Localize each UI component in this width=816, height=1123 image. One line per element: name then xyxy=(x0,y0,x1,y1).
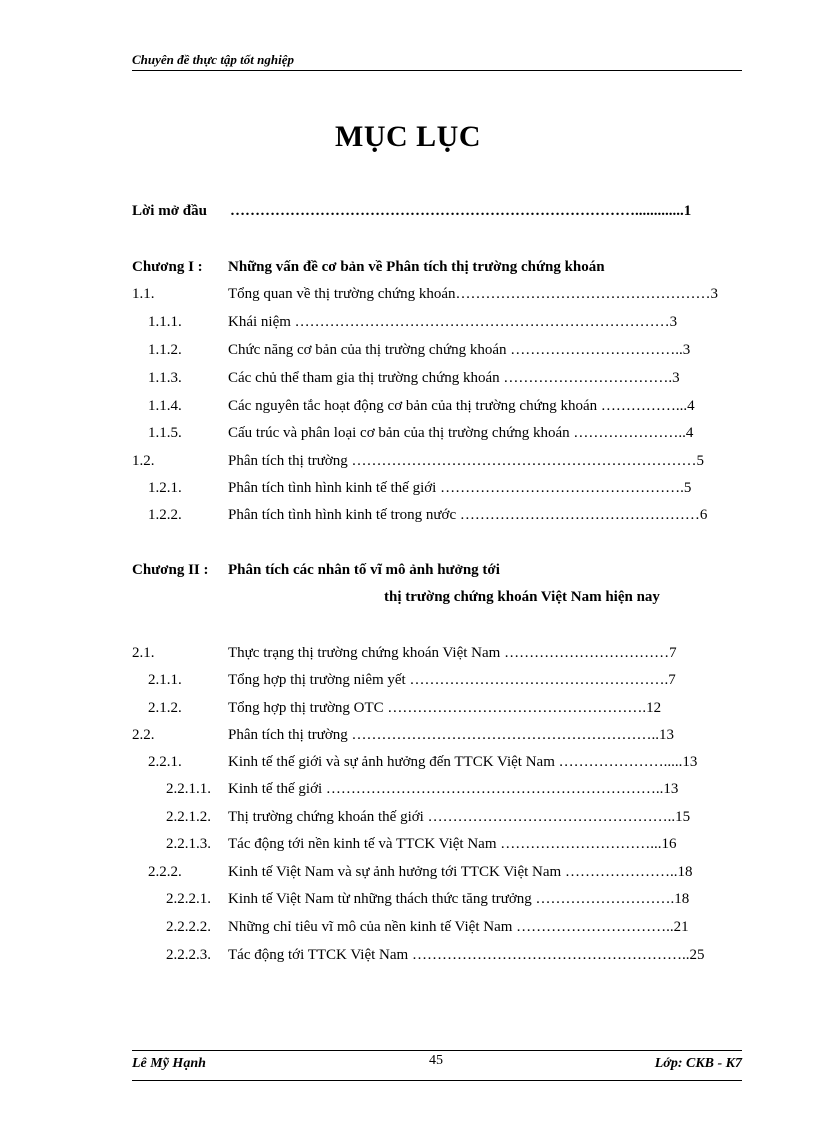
toc-number: 2.2.2.3. xyxy=(166,947,211,963)
toc-text: Phân tích tình hình kinh tế trong nước …………………………………………6 xyxy=(228,507,708,523)
toc-number: 1.1.1. xyxy=(148,314,182,330)
toc-text: Tổng hợp thị trường OTC …………………………………………….12 xyxy=(228,700,662,716)
toc-number: 1.2.2. xyxy=(148,507,182,523)
toc-text: Tác động tới TTCK Việt Nam ………………………………………………..25 xyxy=(228,947,705,963)
toc-text: Cấu trúc và phân loại cơ bản của thị trường chứng khoán …………………..4 xyxy=(228,425,694,441)
toc-text: Các nguyên tắc hoạt động cơ bản của thị trường chứng khoán ……………...4 xyxy=(228,398,695,414)
toc-row xyxy=(0,945,816,965)
toc-row-preface xyxy=(0,201,816,221)
toc-number: 2.2. xyxy=(132,727,155,743)
toc-text: Các chủ thể tham gia thị trường chứng khoán …………………………….3 xyxy=(228,370,680,386)
toc-number: 2.2.2.2. xyxy=(166,919,211,935)
toc-row xyxy=(0,862,816,882)
toc-row xyxy=(0,807,816,827)
toc-row xyxy=(0,368,816,388)
toc-text: Thực trạng thị trường chứng khoán Việt Nam ……………………………7 xyxy=(228,645,677,661)
toc-number: 2.2.2. xyxy=(148,864,182,880)
toc-text: Những vấn đề cơ bản về Phân tích thị trường chứng khoán xyxy=(228,259,605,275)
toc-text: Khái niệm …………………………………………………………………3 xyxy=(228,314,678,330)
toc-row-chapter-2 xyxy=(0,560,816,580)
toc-row xyxy=(0,312,816,332)
page-number: 45 xyxy=(429,1053,443,1068)
toc-number: 2.2.2.1. xyxy=(166,891,211,907)
footer-class: Lớp: CKB - K7 xyxy=(654,1056,742,1071)
toc-row xyxy=(0,423,816,443)
toc-row xyxy=(0,834,816,854)
toc-number: Chương I : xyxy=(132,259,203,275)
toc-number: 1.1.2. xyxy=(148,342,182,358)
toc-text: Kinh tế thế giới …………………………………………………………..13 xyxy=(228,781,679,797)
toc-text: Chức năng cơ bản của thị trường chứng khoán ……………………………..3 xyxy=(228,342,691,358)
toc-number: 1.1.3. xyxy=(148,370,182,386)
toc-row xyxy=(0,725,816,745)
toc-number: 1.1. xyxy=(132,286,155,302)
toc-row xyxy=(0,670,816,690)
toc-number: 1.1.4. xyxy=(148,398,182,414)
toc-text: thị trường chứng khoán Việt Nam hiện nay xyxy=(384,589,660,605)
toc-text: Những chỉ tiêu vĩ mô của nền kinh tế Việt Nam …………………………..21 xyxy=(228,919,689,935)
toc-number: 1.1.5. xyxy=(148,425,182,441)
toc-row xyxy=(0,478,816,498)
toc-row xyxy=(0,284,816,304)
footer-author: Lê Mỹ Hạnh xyxy=(132,1056,206,1071)
footer-divider xyxy=(132,1080,742,1081)
toc-row xyxy=(0,779,816,799)
toc-row-chapter-2-continued xyxy=(0,587,816,607)
toc-text: Thị trường chứng khoán thế giới …………………………………………..15 xyxy=(228,809,691,825)
toc-row xyxy=(0,643,816,663)
toc-row xyxy=(0,340,816,360)
toc-row xyxy=(0,698,816,718)
toc-number: Chương II : xyxy=(132,562,209,578)
toc-row xyxy=(0,451,816,471)
toc-row xyxy=(0,889,816,909)
toc-number: 2.2.1.3. xyxy=(166,836,211,852)
toc-number: 2.2.1.2. xyxy=(166,809,211,825)
page-footer xyxy=(132,1050,742,1081)
toc-number: 2.2.1.1. xyxy=(166,781,211,797)
toc-number: 2.1.1. xyxy=(148,672,182,688)
toc-row xyxy=(0,396,816,416)
toc-text: ……………………………………………………………………….............1 xyxy=(230,203,692,219)
toc-number: 2.1.2. xyxy=(148,700,182,716)
toc-number: 2.2.1. xyxy=(148,754,182,770)
toc-text: Phân tích thị trường ……………………………………………………..13 xyxy=(228,727,675,743)
page-header: Chuyên đề thực tập tốt nghiệp xyxy=(132,52,742,71)
toc-text: Tác động tới nền kinh tế và TTCK Việt Nam …………………………...16 xyxy=(228,836,677,852)
toc-number: Lời mở đầu xyxy=(132,203,207,219)
toc-row xyxy=(0,505,816,525)
toc-text: Phân tích các nhân tố vĩ mô ảnh hưởng tới xyxy=(228,562,500,578)
toc-text: Kinh tế Việt Nam từ những thách thức tăng trưởng ……………………….18 xyxy=(228,891,690,907)
toc-text: Kinh tế Việt Nam và sự ảnh hưởng tới TTCK Việt Nam …………………..18 xyxy=(228,864,693,880)
toc-number: 2.1. xyxy=(132,645,155,661)
toc-text: Tổng quan về thị trường chứng khoán……………………………………………3 xyxy=(228,286,718,302)
toc-text: Kinh tế thế giới và sự ảnh hưởng đến TTCK Việt Nam ………………….....13 xyxy=(228,754,698,770)
toc-text: Phân tích tình hình kinh tế thế giới ………………………………………….5 xyxy=(228,480,692,496)
toc-number: 1.2.1. xyxy=(148,480,182,496)
page-title: MỤC LỤC xyxy=(335,120,481,153)
toc-row xyxy=(0,917,816,937)
toc-row-chapter-1 xyxy=(0,257,816,277)
toc-row xyxy=(0,752,816,772)
toc-text: Tổng hợp thị trường niêm yết …………………………………………….7 xyxy=(228,672,676,688)
toc-text: Phân tích thị trường ……………………………………………………………5 xyxy=(228,453,705,469)
toc-number: 1.2. xyxy=(132,453,155,469)
